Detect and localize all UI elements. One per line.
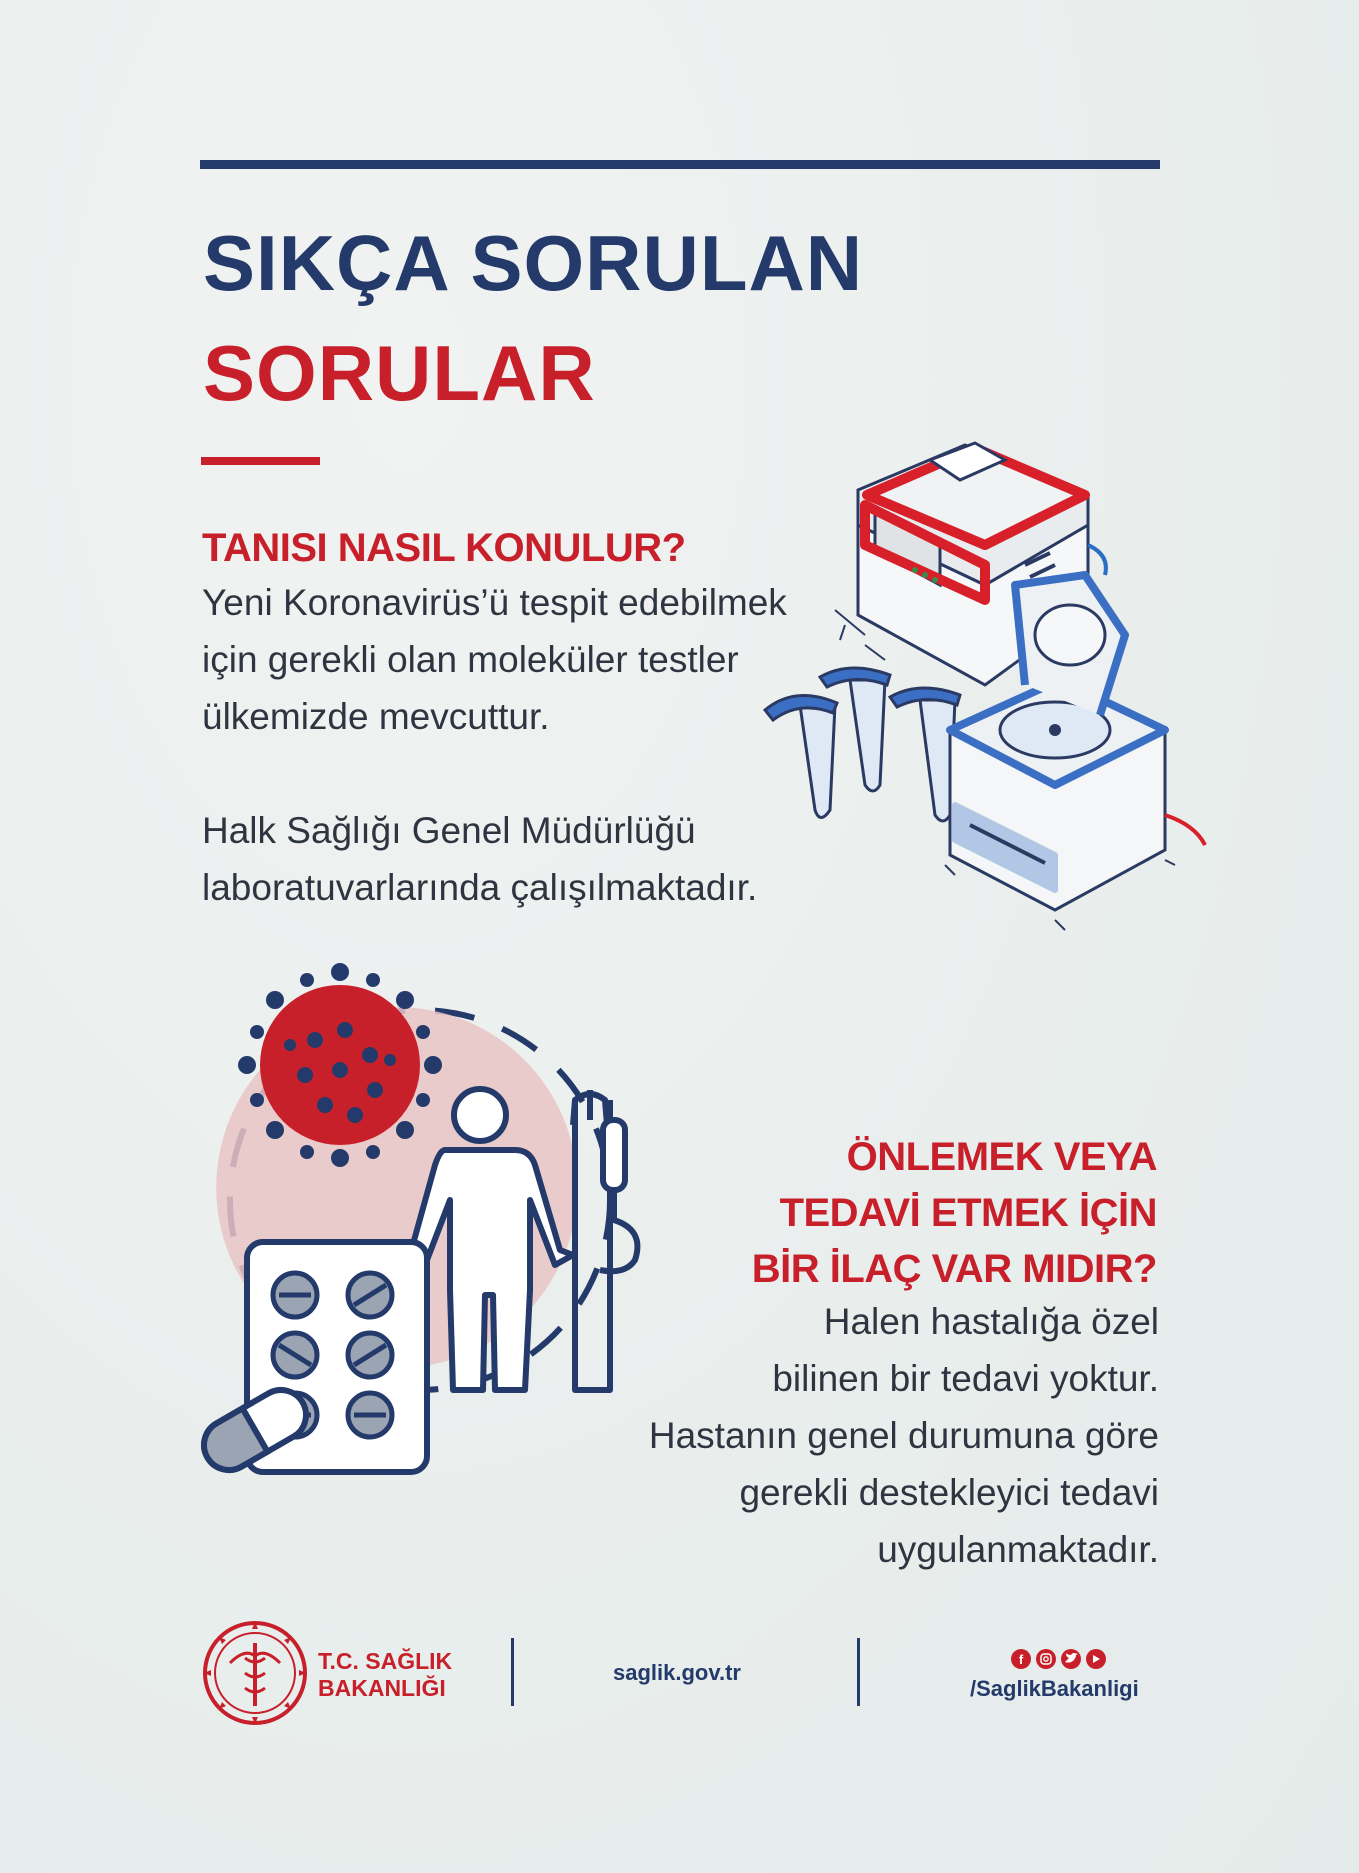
ministry-logo — [200, 1618, 310, 1728]
test-tubes-icon — [765, 668, 960, 821]
social-icons — [1010, 1648, 1120, 1670]
social-handle[interactable]: /SaglikBakanligi — [970, 1676, 1139, 1701]
ministry-name-line1: T.C. SAĞLIK — [318, 1648, 453, 1674]
question-treatment — [752, 1129, 1157, 1297]
text-line: gerekli destekleyici tedavi — [739, 1472, 1159, 1513]
answer-diagnosis-paragraph2 — [202, 802, 757, 916]
treatment-illustration — [195, 960, 665, 1480]
svg-text:f: f — [1018, 1652, 1024, 1667]
text-line: Halk Sağlığı Genel Müdürlüğü — [202, 810, 696, 851]
ministry-name-line2: BAKANLIĞI — [318, 1675, 446, 1701]
text-line: uygulanmaktadır. — [877, 1529, 1159, 1570]
text-line: Hastanın genel durumuna göre — [648, 1415, 1159, 1456]
question-line: BİR İLAÇ VAR MIDIR? — [751, 1247, 1157, 1291]
question-line: ÖNLEMEK VEYA — [846, 1135, 1157, 1179]
facebook-icon[interactable] — [1011, 1649, 1031, 1669]
text-line: Yeni Koronavirüs’ü tespit edebilmek — [202, 582, 787, 623]
page-title-line2: SORULAR — [203, 329, 596, 417]
footer-divider — [857, 1638, 860, 1706]
text-line: bilinen bir tedavi yoktur. — [772, 1358, 1159, 1399]
question-diagnosis: TANISI NASIL KONULUR? — [202, 526, 686, 570]
top-divider — [200, 160, 1160, 169]
question-line: TEDAVİ ETMEK İÇİN — [779, 1191, 1157, 1235]
page-title-line1: SIKÇA SORULAN — [203, 219, 864, 307]
twitter-icon[interactable] — [1061, 1649, 1081, 1669]
footer-divider — [511, 1638, 514, 1706]
text-line: Halen hastalığa özel — [823, 1301, 1159, 1342]
lab-equipment-illustration — [755, 385, 1215, 1015]
text-line: ülkemizde mevcuttur. — [202, 696, 550, 737]
text-line: laboratuvarlarında çalışılmaktadır. — [202, 867, 758, 908]
title-underline — [201, 457, 320, 465]
instagram-icon[interactable] — [1036, 1649, 1056, 1669]
answer-diagnosis-paragraph1 — [202, 574, 787, 745]
text-line: için gerekli olan moleküler testler — [202, 639, 739, 680]
ministry-name — [318, 1648, 452, 1702]
website-link[interactable]: saglik.gov.tr — [613, 1660, 741, 1685]
answer-treatment — [649, 1293, 1159, 1578]
youtube-icon[interactable] — [1086, 1649, 1106, 1669]
